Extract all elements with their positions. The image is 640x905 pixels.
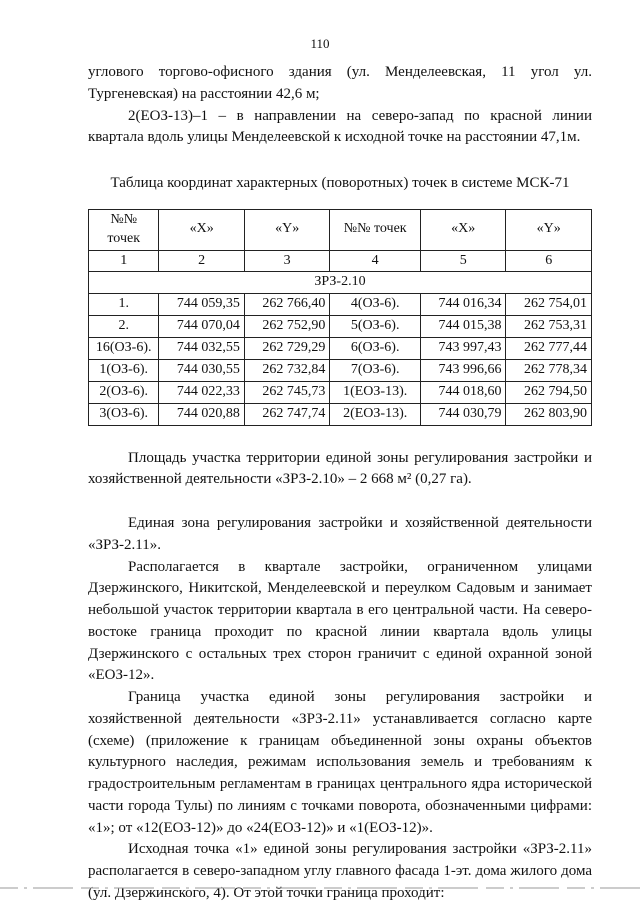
- point-label: 1.: [89, 294, 159, 316]
- zone-row: [89, 272, 592, 294]
- y-value: 262 754,01: [506, 294, 592, 316]
- index-cell: 1: [89, 250, 159, 272]
- x-value: 744 022,33: [159, 381, 245, 403]
- table-row: [89, 403, 592, 425]
- location-paragraph: Располагается в квартале застройки, ограниченном улицами Дзержинского, Никитской, Менделеевской и переулком Садовым и занимает небольшой участок территории квартала в его центральной части. На северо-востоке граница проходит по красной линии квартала вдоль улицы Дзержинского с остальных трех сторон граничит с единой охранной зоной «ЕОЗ-12».: [88, 558, 592, 684]
- point-label: 1(ОЗ-6).: [89, 359, 159, 381]
- intro-continuation: углового торгово-офисного здания (ул. Менделеевская, 11 угол ул. Тургеневская) на расстоянии 42,6 м;: [88, 64, 592, 102]
- point-label: 2(ОЗ-6).: [89, 381, 159, 403]
- point-label: 2.: [89, 316, 159, 338]
- y-value: 262 778,34: [506, 359, 592, 381]
- document-body: [88, 62, 592, 905]
- index-cell: 2: [159, 250, 245, 272]
- table-header-row: [89, 209, 592, 250]
- table-row: [89, 359, 592, 381]
- index-cell: 3: [244, 250, 330, 272]
- index-cell: 6: [506, 250, 592, 272]
- header-x-2: «X»: [420, 209, 506, 250]
- point-label: 7(ОЗ-6).: [330, 359, 421, 381]
- zone-heading: Единая зона регулирования застройки и хозяйственной деятельности «ЗРЗ-2.11».: [88, 515, 592, 553]
- x-value: 744 018,60: [420, 381, 506, 403]
- x-value: 743 997,43: [420, 338, 506, 360]
- header-x-1: «X»: [159, 209, 245, 250]
- page-number: 110: [310, 36, 330, 51]
- point-label: 5(ОЗ-6).: [330, 316, 421, 338]
- table-caption: Таблица координат характерных (поворотных) точек в системе МСК-71: [110, 175, 570, 191]
- point-label: 2(ЕОЗ-13).: [330, 403, 421, 425]
- point-label: 6(ОЗ-6).: [330, 338, 421, 360]
- index-cell: 5: [420, 250, 506, 272]
- intro-segment: 2(ЕОЗ-13)–1 – в направлении на северо-запад по красной линии квартала вдоль улицы Менделеевской к исходной точке на расстоянии 47,1м.: [88, 107, 592, 146]
- x-value: 744 020,88: [159, 403, 245, 425]
- zone-label: ЗРЗ-2.10: [89, 272, 592, 294]
- y-value: 262 752,90: [244, 316, 330, 338]
- table-row: [89, 294, 592, 316]
- table-row: [89, 381, 592, 403]
- y-value: 262 777,44: [506, 338, 592, 360]
- header-point-number-2: №№ точек: [330, 209, 421, 250]
- y-value: 262 766,40: [244, 294, 330, 316]
- x-value: 744 059,35: [159, 294, 245, 316]
- y-value: 262 729,29: [244, 338, 330, 360]
- x-value: 744 016,34: [420, 294, 506, 316]
- header-y-2: «Y»: [506, 209, 592, 250]
- x-value: 743 996,66: [420, 359, 506, 381]
- y-value: 262 745,73: [244, 381, 330, 403]
- x-value: 744 030,55: [159, 359, 245, 381]
- point-label: 1(ЕОЗ-13).: [330, 381, 421, 403]
- header-y-1: «Y»: [244, 209, 330, 250]
- index-cell: 4: [330, 250, 421, 272]
- x-value: 744 015,38: [420, 316, 506, 338]
- coordinates-table: [88, 209, 592, 426]
- area-paragraph: Площадь участка территории единой зоны регулирования застройки и хозяйственной деятельности «ЗРЗ-2.10» – 2 668 м² (0,27 га).: [88, 449, 592, 488]
- x-value: 744 030,79: [420, 403, 506, 425]
- x-value: 744 070,04: [159, 316, 245, 338]
- y-value: 262 803,90: [506, 403, 592, 425]
- header-point-number-1: №№ точек: [89, 209, 159, 250]
- table-row: [89, 316, 592, 338]
- point-label: 4(ОЗ-6).: [330, 294, 421, 316]
- point-label: 16(ОЗ-6).: [89, 338, 159, 360]
- y-value: 262 753,31: [506, 316, 592, 338]
- y-value: 262 794,50: [506, 381, 592, 403]
- table-index-row: [89, 250, 592, 272]
- table-row: [89, 338, 592, 360]
- point-label: 3(ОЗ-6).: [89, 403, 159, 425]
- y-value: 262 732,84: [244, 359, 330, 381]
- y-value: 262 747,74: [244, 403, 330, 425]
- start-point-paragraph: Исходная точка «1» единой зоны регулирования застройки «ЗРЗ-2.11» располагается в северо-западном углу главного фасада 1-эт. дома жилого дома (ул. Дзержинского, 4). От этой точки граница проходит:: [88, 841, 592, 901]
- scan-edge-artifact: [0, 884, 640, 892]
- x-value: 744 032,55: [159, 338, 245, 360]
- boundary-paragraph: Граница участка единой зоны регулирования застройки и хозяйственной деятельности «ЗРЗ-2.11» устанавливается согласно карте (схеме) (приложение к границам объединенной зоны охраны объектов культурного наследия, режимам использования земель и требованиям к градостроительным регламентам в границах центрального ядра исторической части города Тулы) по линиям с точками поворота, обозначенными цифрами: «1»; от «12(ЕОЗ-12)» до «24(ЕОЗ-12)» и «1(ЕОЗ-12)».: [88, 689, 592, 836]
